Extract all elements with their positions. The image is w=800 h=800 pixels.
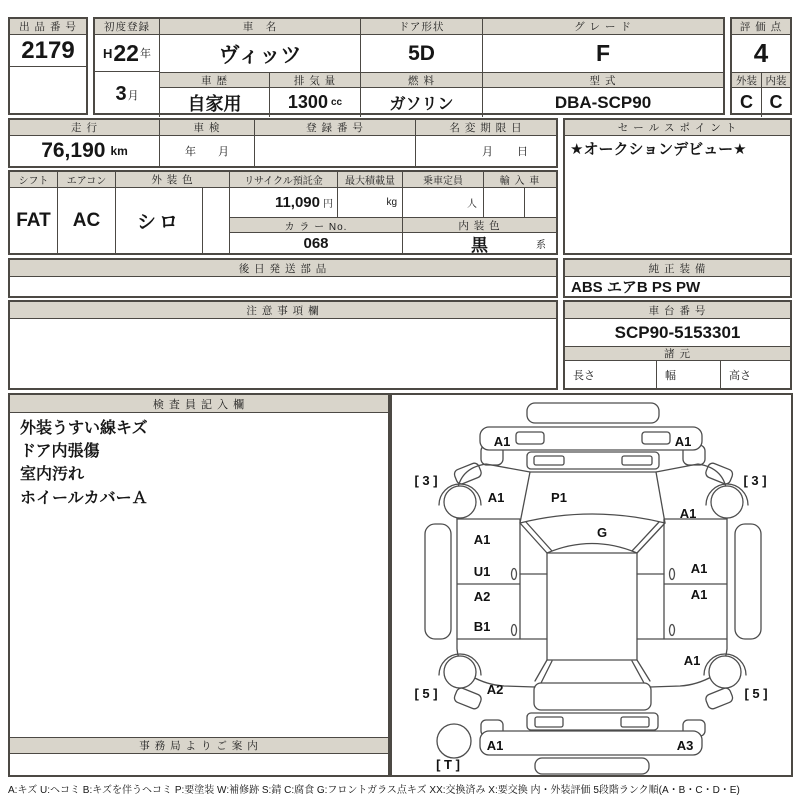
first-registration-value [95,35,159,72]
c-pillar-left [535,660,552,683]
grade-header: グ レ ー ド [482,19,723,35]
name-change-value [415,136,556,166]
recycle-fee-unit: 円 [323,199,333,210]
displacement-number: 1300 [287,92,328,112]
era-code: H [103,45,113,61]
mileage-unit: km [110,144,128,158]
damage-label: A1 [683,653,701,668]
fuel-header: 燃 料 [360,72,482,88]
shaken-year-label: 年 [185,146,196,158]
spec-length-label: 長さ [573,369,595,382]
caution-header: 注 意 事 項 欄 [10,302,556,319]
shaken-header: 車 検 [159,120,254,136]
spec-width-label: 幅 [656,361,720,388]
windshield-base [547,544,637,554]
wheel-rear-right [709,656,741,688]
damage-label: A1 [486,738,504,753]
tail-lamp-right [621,717,649,727]
name-change-day-label: 日 [517,146,528,158]
cabin [547,553,637,660]
aircon-value: AC [57,188,115,253]
damage-label: B1 [473,619,491,634]
damage-label: A1 [493,434,511,449]
mileage-row-box [8,118,558,168]
genuine-equipment-header: 純 正 装 備 [565,260,790,277]
damage-label: A1 [487,490,505,505]
import-car-cell-2 [524,188,556,217]
first-registration-header: 初度登録 [95,19,159,35]
spare-tire [437,724,471,758]
inspector-notes-box [8,393,390,777]
chassis-box [563,300,792,390]
model-code-header: 型 式 [482,72,723,88]
damage-label: A1 [690,561,708,576]
wheel-grade-front-left: [ 3 ] [414,473,438,488]
door-shape-header: ドア形状 [360,19,482,35]
front-bumper [480,427,702,450]
grade-value: F [482,35,723,72]
color-no-value: 068 [229,233,402,253]
spec-height-label: 高さ [720,361,790,388]
headlight-left [534,456,564,465]
exterior-score-value: C [740,92,753,112]
trunk-lid [534,683,651,710]
score-box [730,17,792,115]
inspector-notes [20,417,148,510]
wheel-grade-rear-left: [ 5 ] [414,686,438,701]
door-handle-rear-right [670,625,675,636]
rear-lower-panel [535,758,649,774]
hood [520,472,665,523]
shaken-value [159,136,254,166]
era-year: 22 [113,39,139,66]
damage-label: A2 [473,589,491,604]
office-notice-header: 事 務 局 よ り ご 案 内 [10,737,388,754]
exterior-color-sub-cell [202,188,229,253]
a-pillar-right [632,522,665,553]
shift-value: FAT [16,209,51,231]
damage-label: U1 [473,564,491,579]
lot-number-box [8,17,88,115]
displacement-header: 排 気 量 [269,72,360,88]
damage-label: A1 [473,532,491,547]
wheel-rear-left [444,656,476,688]
later-parts-box [8,258,558,298]
damage-code-legend: A:キズ U:ヘコミ B:キズを伴うヘコミ P:要塗装 W:補修跡 S:錆 C:腐食 G:フロントガラス点キズ XX:交換済み X:要交換 内・外装評価 5段階ランク順(A・B・C・D・E) [8,785,740,796]
name-change-month-label: 月 [482,146,493,158]
damage-diagram-box [390,393,793,777]
score-header: 評 価 点 [732,19,790,35]
later-parts-header: 後 日 発 送 部 品 [10,260,556,277]
wheel-grade-front-right: [ 3 ] [743,473,767,488]
inspector-note-line: 外装うすい線キズ [20,420,148,437]
car-history-header: 車 歴 [159,72,269,88]
month-value: 3 [115,83,127,105]
import-car-header: 輸 入 車 [483,172,556,188]
c-pillar-right [632,660,650,683]
rocker-panel-left [425,524,451,639]
bumper-cap-rear-left [453,687,483,711]
color-no-header: カ ラ ー No. [229,217,402,233]
displacement-unit: cc [330,97,343,108]
damage-label: A1 [690,587,708,602]
name-change-header: 名 変 期 限 日 [415,120,556,136]
sales-point-box [563,118,792,255]
car-name-header: 車 名 [159,19,360,35]
door-cut-lines [520,574,664,639]
interior-score-value: C [761,88,790,117]
inspector-note-line: ホイールカバーＡ [20,489,148,507]
recycle-fee-header: リサイクル預託金 [229,172,337,188]
exterior-color-value: シロ [115,188,202,253]
displacement-value [269,88,360,117]
damage-label: A3 [676,738,694,753]
wheel-front-right [711,486,743,518]
spare-tire-label: [ T ] [436,757,460,772]
sales-point-header: セ ー ル ス ポ イ ン ト [565,120,790,136]
vehicle-info-box [93,17,725,115]
mileage-value [10,136,159,166]
door-handle-front-right [670,569,675,580]
max-load-value: kg [337,188,402,217]
interior-color-value [402,233,556,253]
registration-number-value [254,136,415,166]
damage-label: G [596,525,608,540]
car-history-value: 自家用 [159,88,269,117]
shift-header: シフト [10,172,57,188]
max-load-header: 最大積載量 [337,172,402,188]
recycle-fee-number: 11,090 [274,194,320,211]
rear-bumper [480,731,702,755]
wheel-grade-rear-right: [ 5 ] [744,686,768,701]
lot-number-value: 2179 [10,35,86,67]
shaken-month-label: 月 [218,146,229,158]
fuel-value: ガソリン [360,88,482,117]
lot-number-header: 出 品 番 号 [10,19,86,35]
wheel-front-left [444,486,476,518]
door-shape-value: 5D [360,35,482,72]
damage-label: A2 [486,682,504,697]
specs-header: 諸 元 [565,346,790,361]
interior-color-name: 黒 [471,235,488,253]
aircon-header: エアコン [57,172,115,188]
damage-label: P1 [551,490,567,505]
first-registration-month [95,72,159,117]
capacity-value: 人 [402,188,483,217]
chassis-value: SCP90-5153301 [614,322,741,342]
model-code-value: DBA-SCP90 [482,88,723,117]
chassis-header: 車 台 番 号 [565,302,790,319]
mileage-number: 76,190 [41,139,106,162]
import-car-cell-1 [483,188,524,217]
rocker-panel-right [735,524,761,639]
exterior-color-header: 外 装 色 [115,172,229,188]
tail-lamp-left [535,717,563,727]
a-pillar-left [520,522,552,553]
inspector-note-line: 室内汚れ [20,466,85,484]
damage-label: A1 [679,506,697,521]
damage-label: A1 [674,434,692,449]
interior-color-suffix: 系 [536,239,546,251]
inspector-note-line: ドア内張傷 [20,443,100,461]
car-damage-diagram [392,395,791,775]
capacity-header: 乗車定員 [402,172,483,188]
genuine-equipment-box [563,258,792,298]
caution-box [8,300,558,390]
registration-number-header: 登 録 番 号 [254,120,415,136]
exterior-score-header: 外装 [732,72,761,88]
door-handle-rear-left [512,625,517,636]
mileage-header: 走 行 [10,120,159,136]
car-name-value: ヴィッツ [159,35,360,72]
grille-panel [527,452,659,469]
sales-point-value: ★オークションデビュー★ [570,140,747,158]
interior-score-header: 内装 [761,72,790,88]
era-year-suffix: 年 [139,48,151,60]
recycle-fee-value [229,188,337,217]
genuine-equipment-value: ABS エアB PS PW [571,279,701,296]
inspector-header: 検 査 員 記 入 欄 [10,395,388,413]
bumper-cap-rear-right [704,687,734,711]
score-value: 4 [753,38,769,68]
month-suffix: 月 [127,89,139,102]
equipment-row-box [8,170,558,255]
bumper-cap-front-left [453,462,483,486]
roof-panel [527,403,659,423]
door-handle-front-left [512,569,517,580]
headlight-right [622,456,652,465]
interior-color-header: 内 装 色 [402,217,556,233]
